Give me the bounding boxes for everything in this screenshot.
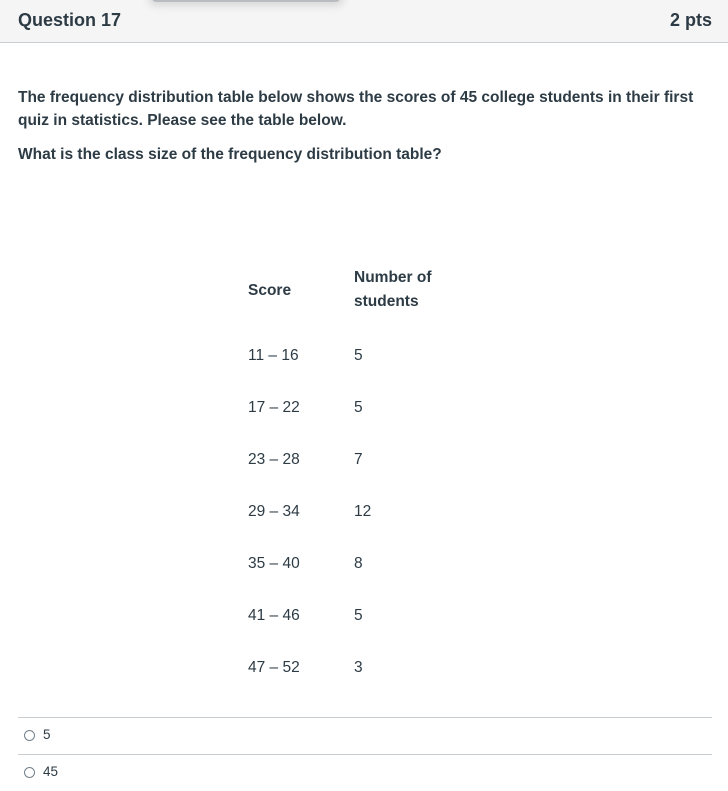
score-cell: 17 – 22 (248, 399, 300, 416)
count-cell: 5 (354, 399, 363, 416)
question-prompt: What is the class size of the frequency distribution table? (18, 146, 442, 163)
count-cell: 5 (354, 347, 363, 364)
table-row (248, 659, 448, 683)
table-row (248, 555, 448, 579)
count-cell: 3 (354, 659, 363, 676)
answer-list (18, 717, 712, 791)
table-row (248, 607, 448, 631)
count-cell: 7 (354, 451, 363, 468)
count-cell: 12 (354, 503, 372, 520)
header-score: Score (248, 282, 292, 299)
table-row (248, 399, 448, 423)
score-cell: 41 – 46 (248, 607, 300, 624)
table-row (248, 347, 448, 371)
score-cell: 35 – 40 (248, 555, 300, 572)
radio-button[interactable] (24, 767, 35, 778)
score-cell: 23 – 28 (248, 451, 300, 468)
question-points: 2 pts (669, 10, 712, 30)
answer-option[interactable] (18, 754, 712, 791)
table-row (248, 451, 448, 475)
question-header (0, 0, 728, 43)
question-text: The frequency distribution table below shows the scores of 45 college students in their first quiz in statistics. Please see the table below. (18, 89, 694, 129)
answer-label[interactable]: 45 (43, 764, 59, 779)
header-number-of-students: Number of students (354, 269, 432, 310)
question-title: Question 17 (18, 10, 122, 30)
score-cell: 11 – 16 (248, 347, 299, 364)
count-cell: 8 (354, 555, 363, 572)
answer-option[interactable] (18, 717, 712, 754)
count-cell: 5 (354, 607, 363, 624)
table-row (248, 503, 448, 527)
answer-label[interactable]: 5 (43, 727, 51, 742)
score-cell: 29 – 34 (248, 503, 300, 520)
radio-button[interactable] (24, 730, 35, 741)
score-cell: 47 – 52 (248, 659, 300, 676)
scroll-shadow (152, 0, 340, 2)
